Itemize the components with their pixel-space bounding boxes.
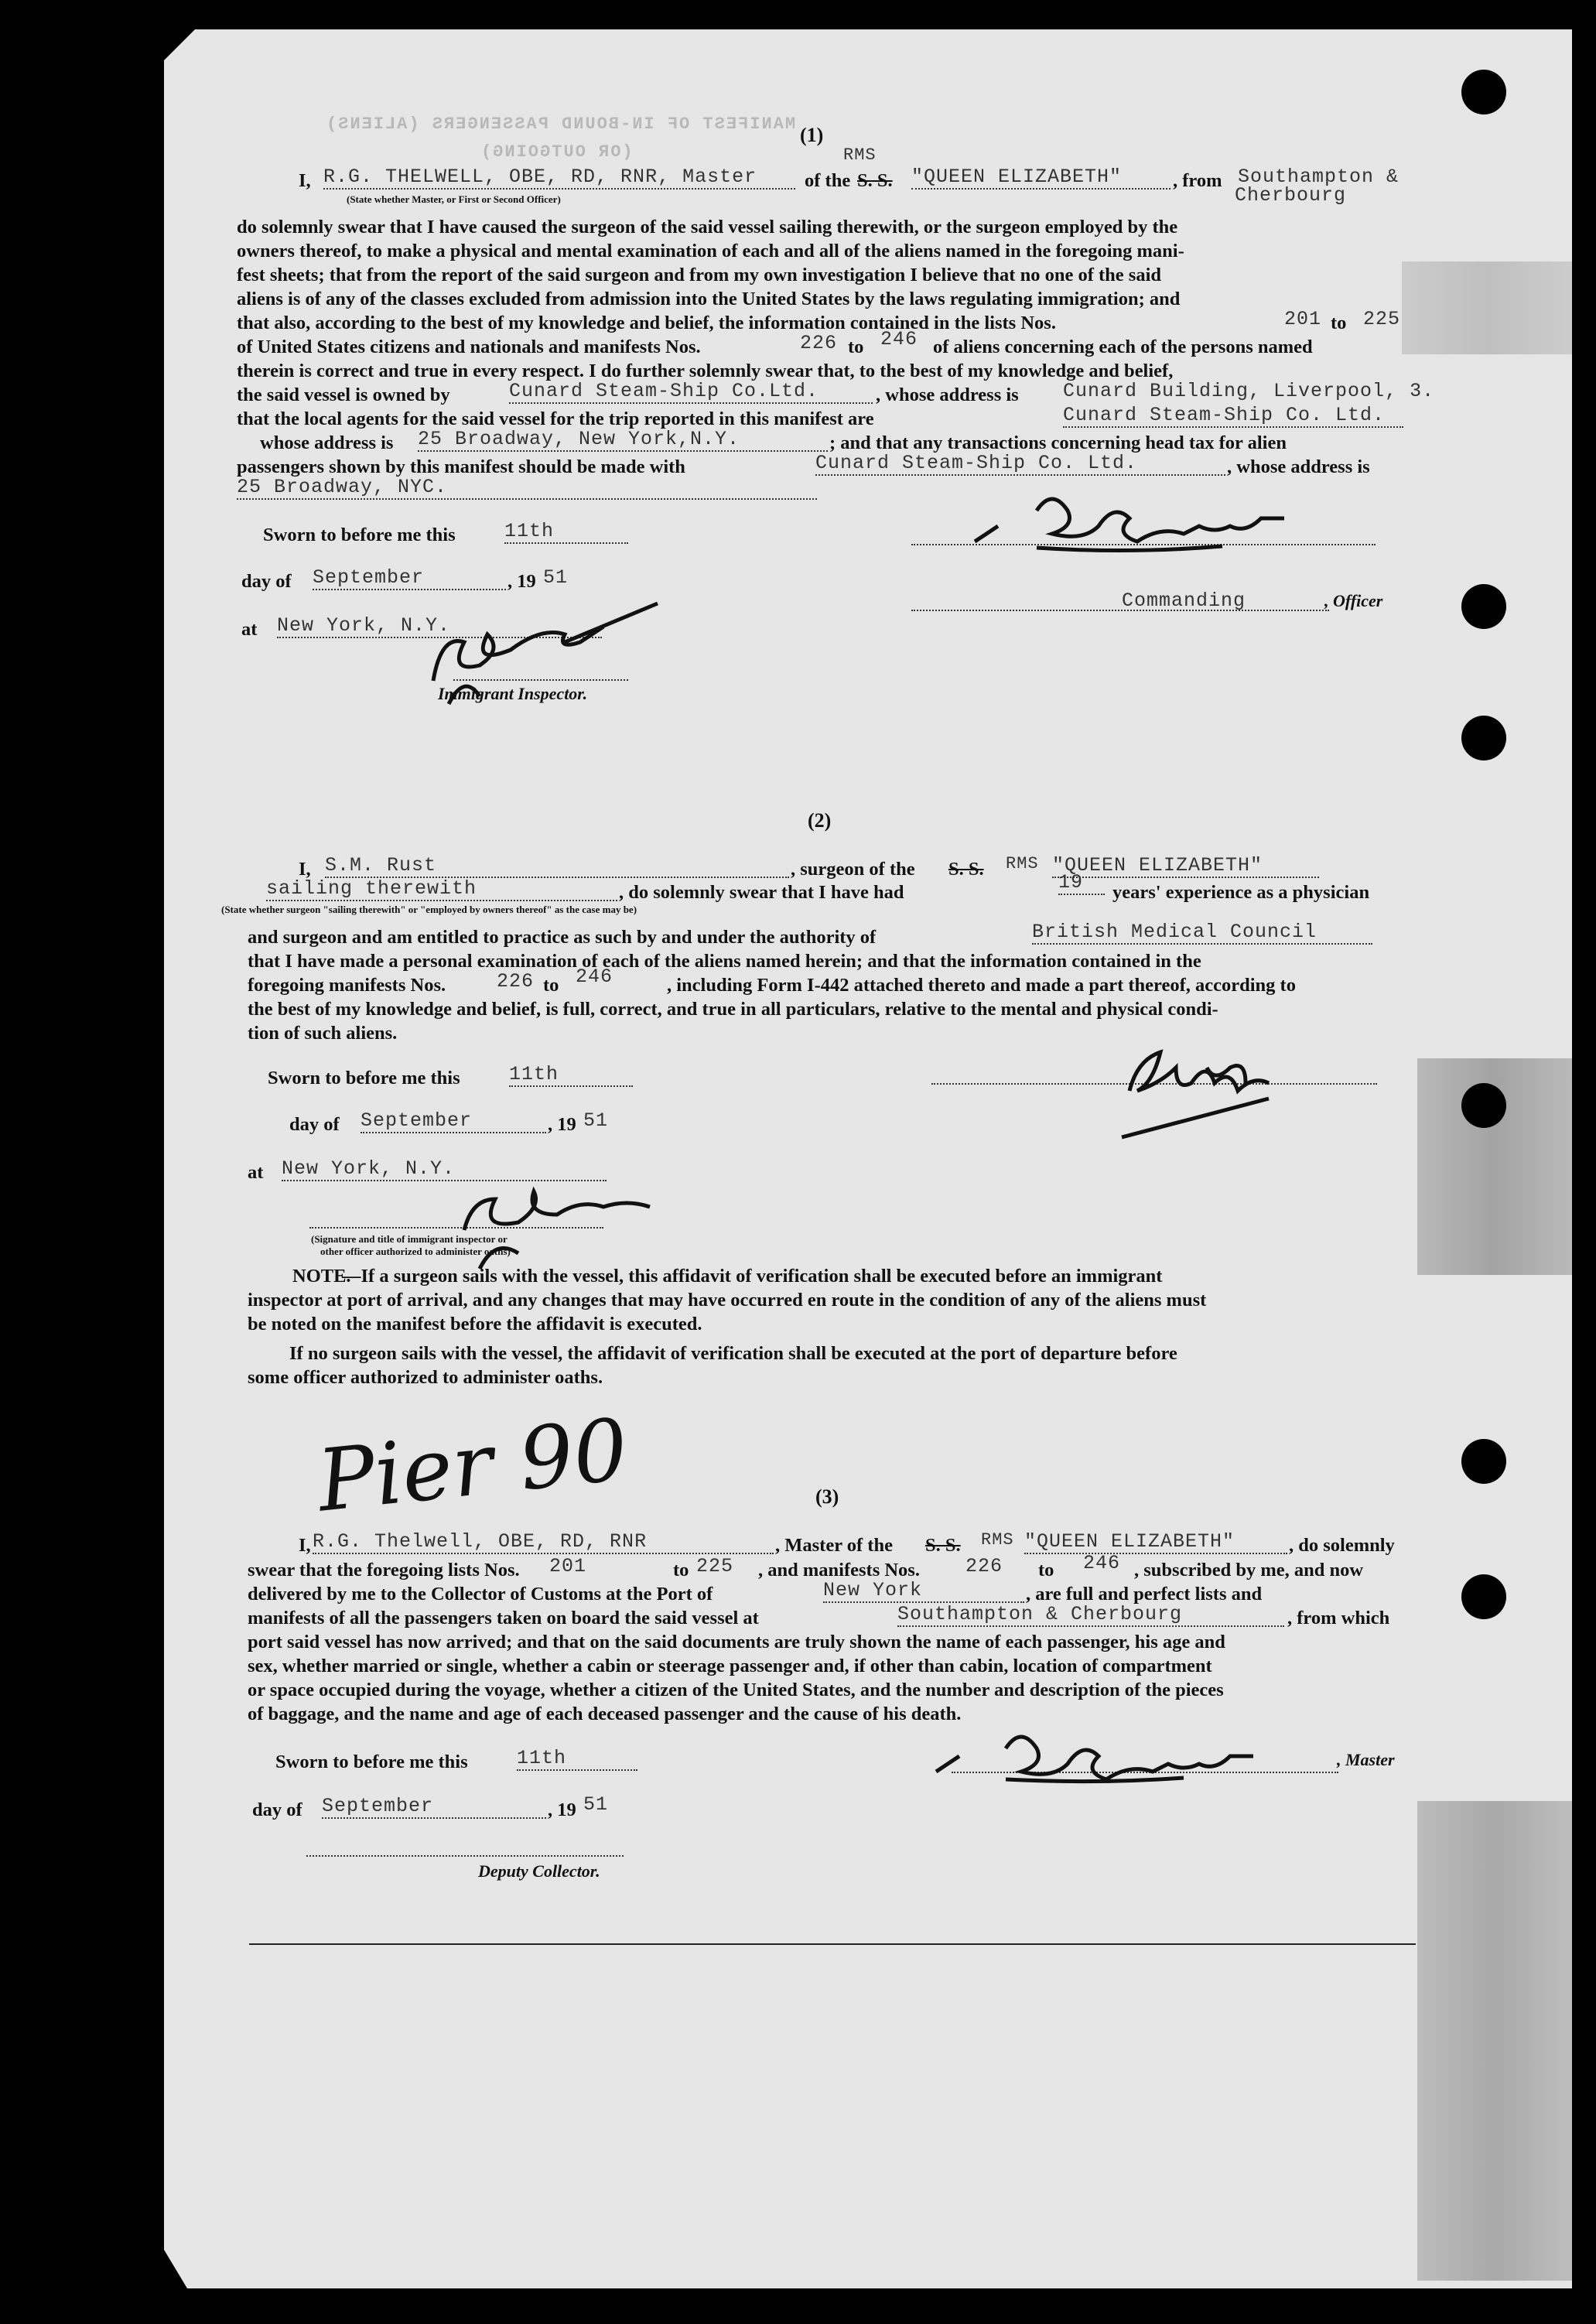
punch-hole xyxy=(1461,70,1506,114)
oath-line: the said vessel is owned by xyxy=(237,384,450,405)
headtax-text: ; and that any transactions concerning head tax for alien xyxy=(829,432,1287,453)
oath-line: of baggage, and the name and age of each deceased passenger and the cause of his death. xyxy=(248,1704,962,1724)
vessel-name-field: "QUEEN ELIZABETH" xyxy=(1052,854,1319,878)
sailing-field: sailing therewith xyxy=(266,877,617,901)
oath-line: delivered by me to the Collector of Customs at the Port of xyxy=(248,1584,713,1605)
inspector-signature xyxy=(418,596,681,712)
oath-line: that also, according to the best of my knowledge and belief, the information contained in the lists Nos. xyxy=(237,313,1056,333)
master-name-field: R.G. Thelwell, OBE, RD, RNR xyxy=(313,1530,774,1554)
lists-from: 201 xyxy=(1284,308,1322,330)
oath-line: do solemnly swear that I have caused the surgeon of the said vessel sailing therewith, or the surgeon employed by the xyxy=(237,217,1178,238)
swear-text: , do solemnly xyxy=(1289,1535,1395,1556)
master-name-field: R.G. THELWELL, OBE, RD, RNR, Master xyxy=(323,166,795,190)
authority-field: British Medical Council xyxy=(1032,921,1372,945)
oath-line: therein is correct and true in every respect. I do further solemnly swear that, to the best of my knowledge and belief, xyxy=(237,361,1174,381)
oath-line: port said vessel has now arrived; and that on the said documents are truly shown the name of each passenger, his age and xyxy=(248,1632,1225,1652)
place-field: New York, N.Y. xyxy=(282,1157,607,1181)
rms-insert: RMS xyxy=(1006,854,1039,873)
oath-line: that I have made a personal examination of each of the aliens named herein; and that the information contained in the xyxy=(248,951,1201,972)
section-number: (3) xyxy=(815,1485,839,1508)
oath-line: passengers shown by this manifest should be made with xyxy=(237,456,685,477)
owner-address: Cunard Building, Liverpool, 3. xyxy=(1063,380,1435,402)
headtax-with-field: Cunard Steam-Ship Co. Ltd. xyxy=(815,452,1225,476)
agents-field: Cunard Steam-Ship Co. Ltd. xyxy=(1063,404,1403,428)
from-ports-field: Southampton & Cherbourg xyxy=(897,1603,1284,1627)
place-field: New York, N.Y. xyxy=(277,614,602,638)
agent-address-field: 25 Broadway, New York,N.Y. xyxy=(418,428,828,452)
section-number: (2) xyxy=(808,809,832,832)
month-field: September xyxy=(322,1795,546,1819)
port-field: New York xyxy=(823,1579,1024,1603)
note-line: —If a surgeon sails with the vessel, this affidavit of verification shall be executed before an immigrant xyxy=(342,1266,1163,1287)
aliens-text: of aliens concerning each of the persons named xyxy=(933,337,1313,357)
collector-caption: Deputy Collector. xyxy=(478,1861,600,1881)
lists-to: 225 xyxy=(1363,308,1401,330)
vessel-name-field: "QUEEN ELIZABETH" xyxy=(911,166,1171,190)
tape-stain xyxy=(1417,1801,1572,2281)
ss-struck: S. S. xyxy=(857,170,893,191)
note-line: some officer authorized to administer oaths. xyxy=(248,1367,603,1388)
from-port-1: Southampton & xyxy=(1238,166,1399,188)
years-text: years' experience as a physician xyxy=(1112,882,1370,903)
from-label: , from xyxy=(1173,170,1222,191)
manifests-from: 226 xyxy=(497,970,535,993)
oath-line: and surgeon and am entitled to practice as such by and under the authority of xyxy=(248,927,877,948)
lists-from: 201 xyxy=(549,1555,587,1577)
at-label: at xyxy=(248,1162,264,1183)
punch-hole xyxy=(1461,1083,1506,1128)
lists-to: 225 xyxy=(696,1555,734,1577)
manifests-to-word: to xyxy=(543,975,559,996)
owner-address-label: , whose address is xyxy=(876,384,1019,405)
sig-caption-2: other officer authorized to administer oaths) xyxy=(320,1246,511,1257)
surgeon-signature xyxy=(1114,1021,1315,1145)
years-field: 19 xyxy=(1058,871,1105,895)
punch-hole xyxy=(1461,716,1506,760)
ss-struck: S. S. xyxy=(948,859,984,880)
headtax-address-field: 25 Broadway, NYC. xyxy=(237,476,817,500)
note-label: NOTE. xyxy=(292,1266,351,1287)
manifests-to: 246 xyxy=(576,965,613,988)
lists-to-word: to xyxy=(673,1560,689,1581)
month-field: September xyxy=(313,566,506,590)
oath-line: fest sheets; that from the report of the said surgeon and from my own investigation I believe that no one of the said xyxy=(237,265,1161,285)
punch-hole xyxy=(1461,1439,1506,1484)
commanding-line xyxy=(911,610,1329,611)
day-of-label: day of xyxy=(252,1799,302,1820)
tape-stain xyxy=(1402,261,1572,354)
month-field: September xyxy=(361,1109,546,1133)
vessel-name-field: "QUEEN ELIZABETH" xyxy=(1024,1530,1287,1554)
officer-label: , Officer xyxy=(1324,591,1383,610)
inspector-signature xyxy=(433,1184,681,1276)
year-prefix: , 19 xyxy=(548,1114,576,1135)
lists-to-word: to xyxy=(1331,313,1347,333)
surgeon-name-field: S.M. Rust xyxy=(325,854,789,878)
pronoun: I, xyxy=(299,1535,311,1556)
bleed-through-heading: MANIFEST OF IN-BOUND PASSENGERS (ALIENS) xyxy=(325,114,796,134)
oath-line: the best of my knowledge and belief, is full, correct, and true in all particulars, relative to the mental and physical condi- xyxy=(248,999,1218,1020)
rms-insert: RMS xyxy=(843,145,877,165)
from-which-text: , from which xyxy=(1287,1608,1390,1629)
master-label: , Master xyxy=(1337,1750,1395,1769)
pronoun: I, xyxy=(299,859,311,880)
at-label: at xyxy=(241,619,258,640)
bottom-rule xyxy=(249,1943,1416,1945)
manifests-to: 246 xyxy=(1083,1552,1121,1574)
punch-hole xyxy=(1461,584,1506,629)
collector-sign-line xyxy=(306,1855,624,1857)
oath-line: swear that the foregoing lists Nos. xyxy=(248,1560,520,1581)
oath-line: or space occupied during the voyage, whether a citizen of the United States, and the number and description of the pieces xyxy=(248,1680,1224,1700)
oath-line: of United States citizens and nationals and manifests Nos. xyxy=(237,337,701,357)
surgeon-of-label: , surgeon of the xyxy=(791,859,915,880)
pier-annotation: Pier 90 xyxy=(313,1400,633,1531)
inspector-caption: Immigrant Inspector. xyxy=(438,684,588,703)
sailing-caption: (State whether surgeon "sailing therewith" or "employed by owners thereof" as the case may be) xyxy=(221,904,637,915)
year-prefix: , 19 xyxy=(548,1799,576,1820)
sworn-label: Sworn to before me this xyxy=(268,1068,460,1089)
oath-line: owners thereof, to make a physical and mental examination of each and all of the aliens named in the foregoing mani- xyxy=(237,241,1184,261)
whose-address-label: , whose address is xyxy=(1227,456,1370,477)
oath-line: foregoing manifests Nos. xyxy=(248,975,446,996)
swear-text: , do solemnly swear that I have had xyxy=(619,882,904,903)
master-signature xyxy=(928,1717,1331,1795)
rms-insert: RMS xyxy=(981,1530,1014,1550)
commanding-field: Commanding xyxy=(1122,590,1246,612)
manifests-to-word: to xyxy=(848,337,864,357)
punch-hole xyxy=(1461,1574,1506,1619)
sworn-day-field: 11th xyxy=(509,1063,633,1087)
manifests-from: 226 xyxy=(800,332,838,354)
master-caption: (State whether Master, or First or Second Officer) xyxy=(347,193,561,205)
oath-line: sex, whether married or single, whether a cabin or steerage passenger and, if other than cabin, location of compartment xyxy=(248,1656,1212,1676)
bleed-through-subheading: (OR OUTGOING) xyxy=(480,142,633,162)
note-line: be noted on the manifest before the affidavit is executed. xyxy=(248,1314,702,1335)
oath-line: that the local agents for the said vessel for the trip reported in this manifest are xyxy=(237,408,874,429)
of-the-label: of the xyxy=(805,170,851,191)
oath-line: manifests of all the passengers taken on board the said vessel at xyxy=(248,1608,759,1629)
master-signature xyxy=(967,480,1393,565)
master-of-label: , Master of the xyxy=(775,1535,893,1556)
sworn-label: Sworn to before me this xyxy=(275,1752,468,1772)
year-field: 51 xyxy=(583,1793,609,1816)
year-field: 51 xyxy=(583,1109,609,1132)
sworn-day-field: 11th xyxy=(517,1747,637,1771)
year-field: 51 xyxy=(543,566,569,589)
oath-line: whose address is xyxy=(260,432,394,453)
and-manifests-text: , and manifests Nos. xyxy=(758,1560,920,1581)
year-prefix: , 19 xyxy=(508,571,536,592)
pronoun: I, xyxy=(299,170,311,191)
oath-line: aliens is of any of the classes excluded from admission into the United States by the laws regulating immigration; and xyxy=(237,289,1181,309)
section-number: (1) xyxy=(800,124,824,146)
sig-caption-1: (Signature and title of immigrant inspector or xyxy=(311,1233,508,1245)
from-port-2: Cherbourg xyxy=(1235,184,1347,207)
form-text: , including Form I-442 attached thereto and made a part thereof, according to xyxy=(667,975,1296,996)
perfect-text: , are full and perfect lists and xyxy=(1026,1584,1263,1605)
owner-field: Cunard Steam-Ship Co.Ltd. xyxy=(509,380,873,404)
oath-line: tion of such aliens. xyxy=(248,1023,398,1044)
sworn-day-field: 11th xyxy=(504,520,628,544)
manifests-from: 226 xyxy=(965,1555,1003,1577)
day-of-label: day of xyxy=(241,571,292,592)
note-line: inspector at port of arrival, and any changes that may have occurred en route in the condition of any of the aliens must xyxy=(248,1290,1207,1311)
sworn-label: Sworn to before me this xyxy=(263,525,456,545)
manifests-to: 246 xyxy=(880,328,918,350)
day-of-label: day of xyxy=(289,1114,340,1135)
ss-struck: S. S. xyxy=(925,1535,961,1556)
subscribed-text: , subscribed by me, and now xyxy=(1134,1560,1364,1581)
note-line: If no surgeon sails with the vessel, the affidavit of verification shall be executed at the port of departure before xyxy=(289,1343,1177,1364)
manifests-to-word: to xyxy=(1038,1560,1054,1581)
